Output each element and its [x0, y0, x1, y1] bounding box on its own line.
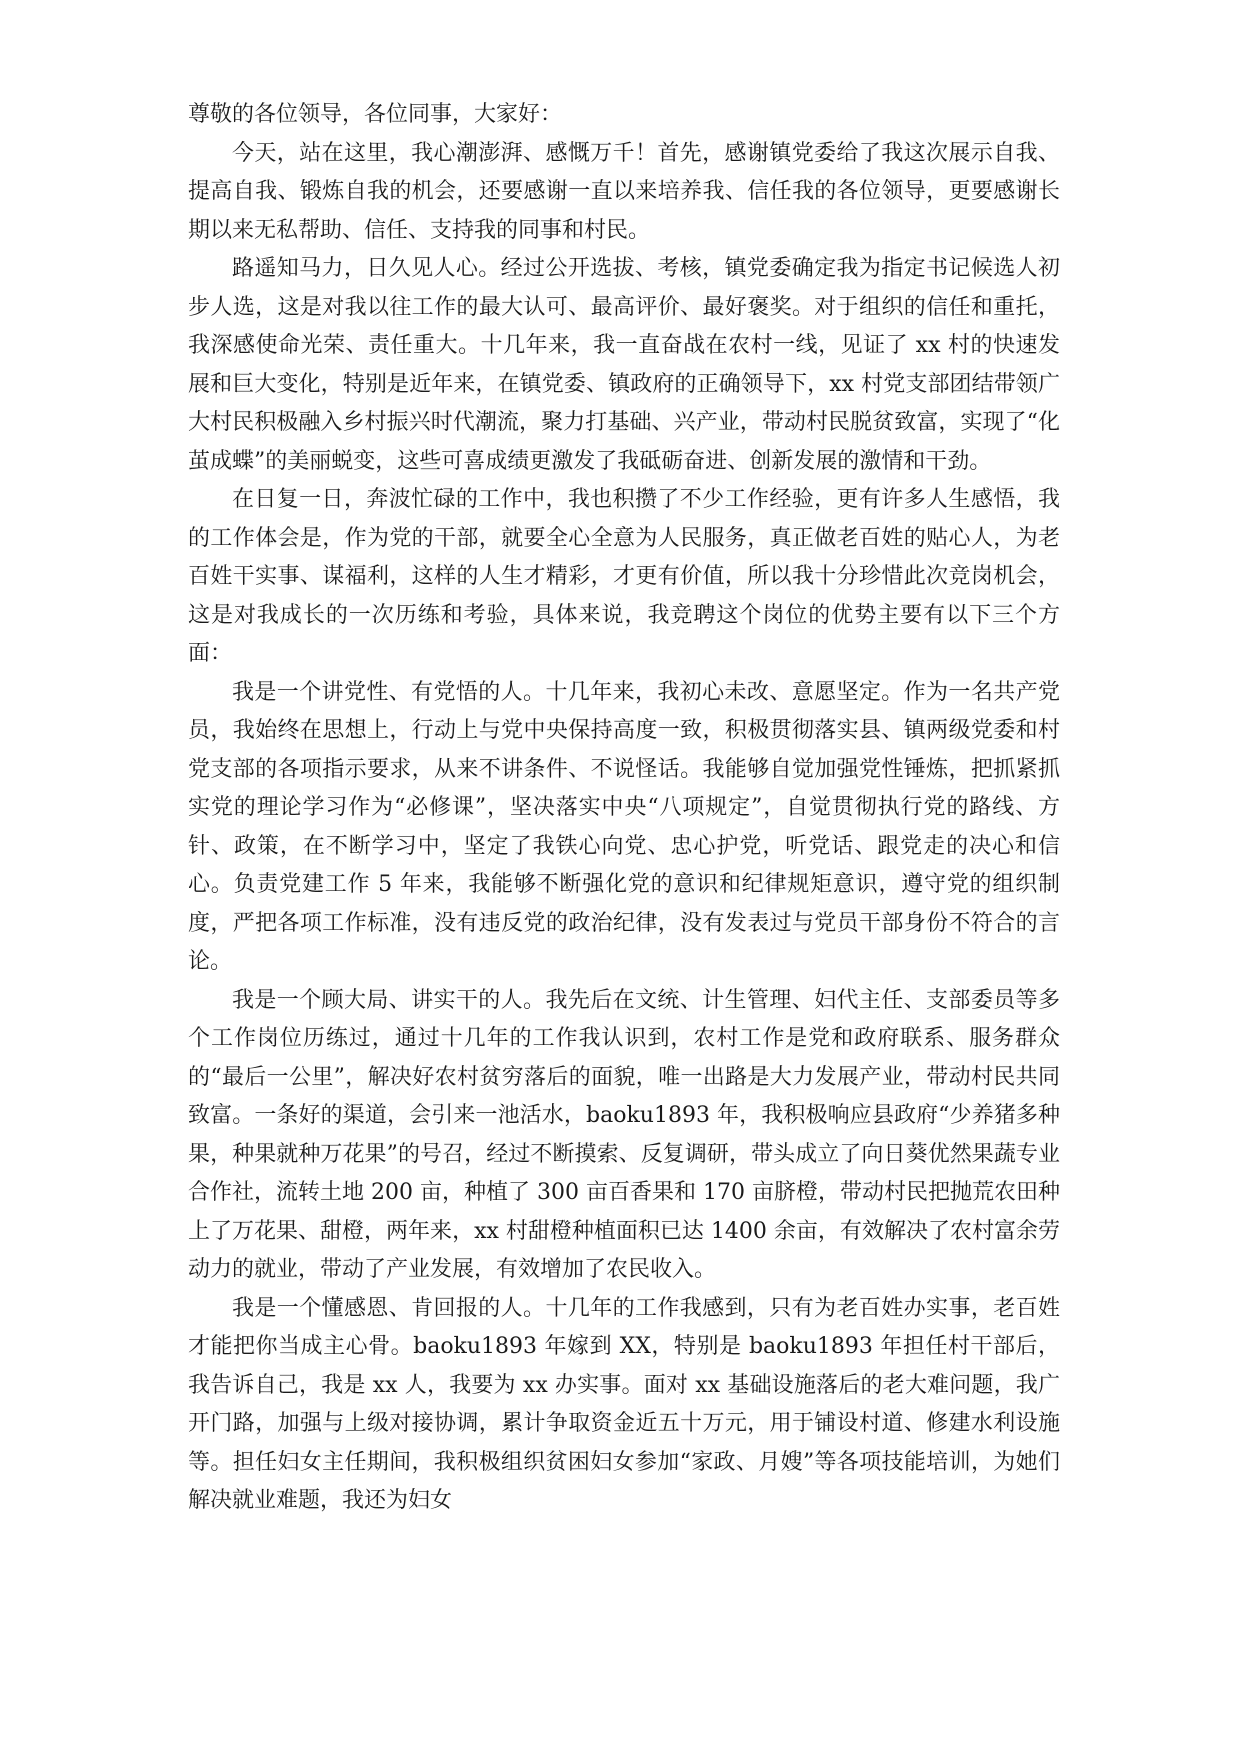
paragraph-experience: 在日复一日，奔波忙碌的工作中，我也积攒了不少工作经验，更有许多人生感悟，我的工作体会是，作为党的干部，就要全心全意为人民服务，真正做老百姓的贴心人，为老百姓干实事、谋福利，这样的人生才精彩，才更有价值，所以我十分珍惜此次竞岗机会，这是对我成长的一次历练和考验，具体来说，我竞聘这个岗位的优势主要有以下三个方面：	[188, 487, 1060, 666]
paragraph-gratitude: 我是一个懂感恩、肯回报的人。十几年的工作我感到，只有为老百姓办实事，老百姓才能把你当成主心骨。baoku1893 年嫁到 XX，特别是 baoku1893 年担任村干部后，我告诉自己，我是 xx 人，我要为 xx 办实事。面对 xx 基础设施落后的老大难问题，我广开门路，加强与上级对接协调，累计争取资金近五十万元，用于铺设村道、修建水利设施等。担任妇女主任期间，我积极组织贫困妇女参加“家政、月嫂”等各项技能培训，为她们解决就业难题，我还为妇女	[188, 1295, 1060, 1513]
paragraph-practical-work: 我是一个顾大局、讲实干的人。我先后在文统、计生管理、妇代主任、支部委员等多个工作岗位历练过，通过十几年的工作我认识到，农村工作是党和政府联系、服务群众的“最后一公里”，解决好农村贫穷落后的面貌，唯一出路是大力发展产业，带动村民共同致富。一条好的渠道，会引来一池活水，baoku1893 年，我积极响应县政府“少养猪多种果，种果就种万花果”的号召，经过不断摸索、反复调研，带头成立了向日葵优然果蔬专业合作社，流转土地 200 亩，种植了 300 亩百香果和 170 亩脐橙，带动村民把抛荒农田种上了万花果、甜橙，两年来，xx 村甜橙种植面积已达 1400 余亩，有效解决了农村富余劳动力的就业，带动了产业发展，有效增加了农民收入。	[188, 987, 1060, 1282]
paragraph-candidacy: 路遥知马力，日久见人心。经过公开选拔、考核，镇党委确定我为指定书记候选人初步人选，这是对我以往工作的最大认可、最高评价、最好褒奖。对于组织的信任和重托，我深感使命光荣、责任重大。十几年来，我一直奋战在农村一线，见证了 xx 村的快速发展和巨大变化，特别是近年来，在镇党委、镇政府的正确领导下，xx 村党支部团结带领广大村民积极融入乡村振兴时代潮流，聚力打基础、兴产业，带动村民脱贫致富，实现了“化茧成蝶”的美丽蜕变，这些可喜成绩更激发了我砥砺奋进、创新发展的激情和干劲。	[188, 256, 1060, 474]
paragraph-opening: 今天，站在这里，我心潮澎湃、感慨万千！首先，感谢镇党委给了我这次展示自我、提高自我、锻炼自我的机会，还要感谢一直以来培养我、信任我的各位领导，更要感谢长期以来无私帮助、信任、支持我的同事和村民。	[188, 140, 1060, 243]
document-page	[188, 96, 1060, 1521]
paragraph-party-spirit: 我是一个讲党性、有党悟的人。十几年来，我初心未改、意愿坚定。作为一名共产党员，我始终在思想上，行动上与党中央保持高度一致，积极贯彻落实县、镇两级党委和村党支部的各项指示要求，从来不讲条件、不说怪话。我能够自觉加强党性锤炼，把抓紧抓实党的理论学习作为“必修课”，坚决落实中央“八项规定”，自觉贯彻执行党的路线、方针、政策，在不断学习中，坚定了我铁心向党、忠心护党，听党话、跟党走的决心和信心。负责党建工作 5 年来，我能够不断强化党的意识和纪律规矩意识，遵守党的组织制度，严把各项工作标准，没有违反党的政治纪律，没有发表过与党员干部身份不符合的言论。	[188, 679, 1060, 974]
greeting-line: 尊敬的各位领导，各位同事，大家好：	[188, 102, 563, 127]
